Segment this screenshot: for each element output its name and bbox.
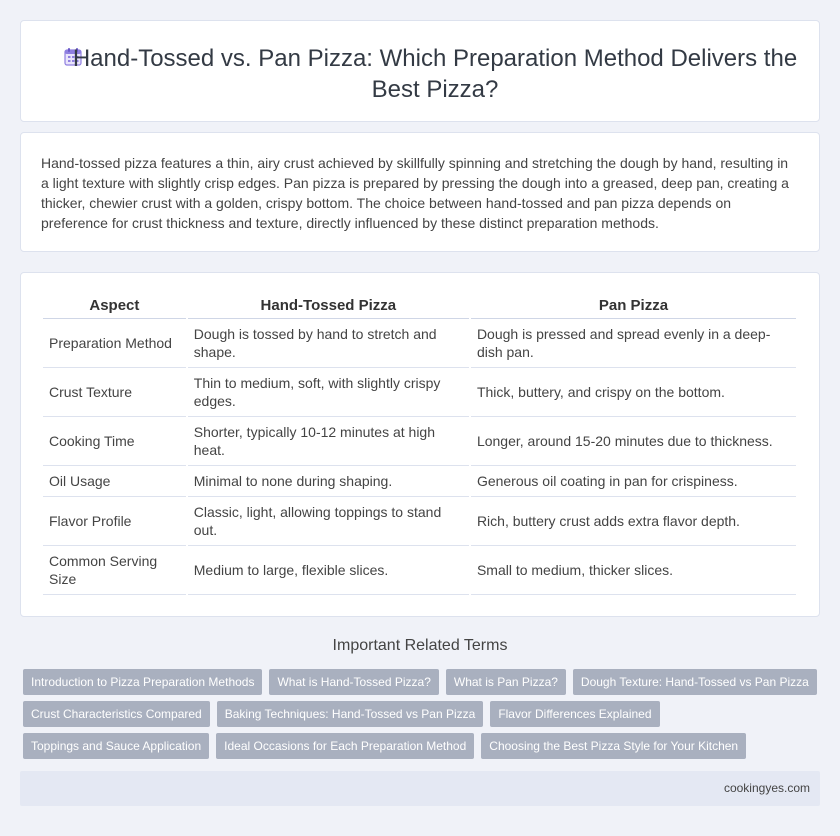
- table-cell: Minimal to none during shaping.: [188, 466, 469, 497]
- table-header-row: [43, 293, 796, 319]
- tag-row: [23, 733, 823, 759]
- comparison-table-card: [20, 272, 820, 617]
- related-term-tag[interactable]: What is Hand-Tossed Pizza?: [269, 669, 438, 695]
- comparison-table: [41, 293, 798, 595]
- table-cell: Thin to medium, soft, with slightly crispy edges.: [188, 368, 469, 417]
- tag-row: [23, 701, 823, 727]
- table-cell: Classic, light, allowing toppings to stand out.: [188, 497, 469, 546]
- table-cell: Shorter, typically 10-12 minutes at high heat.: [188, 417, 469, 466]
- column-header-hand-tossed: Hand-Tossed Pizza: [188, 293, 469, 319]
- table-cell: Medium to large, flexible slices.: [188, 546, 469, 595]
- related-term-tag[interactable]: Choosing the Best Pizza Style for Your Kitchen: [481, 733, 746, 759]
- table-cell: Crust Texture: [43, 368, 186, 417]
- table-cell: Preparation Method: [43, 319, 186, 368]
- table-cell: Flavor Profile: [43, 497, 186, 546]
- table-cell: Dough is pressed and spread evenly in a deep-dish pan.: [471, 319, 796, 368]
- related-term-tag[interactable]: Baking Techniques: Hand-Tossed vs Pan Pizza: [217, 701, 484, 727]
- table-cell: Dough is tossed by hand to stretch and shape.: [188, 319, 469, 368]
- page-title: Hand-Tossed vs. Pan Pizza: Which Preparation Method Delivers the Best Pizza?: [72, 45, 798, 103]
- table-row: [43, 368, 796, 417]
- related-term-tag[interactable]: Introduction to Pizza Preparation Methods: [23, 669, 262, 695]
- related-term-tag[interactable]: Dough Texture: Hand-Tossed vs Pan Pizza: [573, 669, 817, 695]
- table-cell: Rich, buttery crust adds extra flavor depth.: [471, 497, 796, 546]
- related-terms-tags: [23, 669, 823, 765]
- table-row: [43, 319, 796, 368]
- table-cell: Longer, around 15-20 minutes due to thickness.: [471, 417, 796, 466]
- column-header-pan: Pan Pizza: [471, 293, 796, 319]
- related-term-tag[interactable]: Toppings and Sauce Application: [23, 733, 209, 759]
- table-cell: Common Serving Size: [43, 546, 186, 595]
- header-card: [20, 20, 820, 122]
- footer: [20, 771, 820, 806]
- related-terms-heading: Important Related Terms: [332, 637, 508, 654]
- related-term-tag[interactable]: What is Pan Pizza?: [446, 669, 566, 695]
- related-term-tag[interactable]: Crust Characteristics Compared: [23, 701, 210, 727]
- intro-card: [20, 132, 820, 252]
- table-row: [43, 466, 796, 497]
- table-cell: Oil Usage: [43, 466, 186, 497]
- related-term-tag[interactable]: Flavor Differences Explained: [490, 701, 659, 727]
- table-cell: Small to medium, thicker slices.: [471, 546, 796, 595]
- tag-row: [23, 669, 823, 695]
- table-cell: Generous oil coating in pan for crispiness.: [471, 466, 796, 497]
- footer-site-name[interactable]: cookingyes.com: [723, 781, 810, 795]
- table-row: [43, 546, 796, 595]
- table-row: [43, 417, 796, 466]
- table-cell: Cooking Time: [43, 417, 186, 466]
- table-cell: Thick, buttery, and crispy on the bottom.: [471, 368, 796, 417]
- column-header-aspect: Aspect: [43, 293, 186, 319]
- related-term-tag[interactable]: Ideal Occasions for Each Preparation Method: [216, 733, 474, 759]
- table-row: [43, 497, 796, 546]
- intro-paragraph: Hand-tossed pizza features a thin, airy crust achieved by skillfully spinning and stretching the dough by hand, resulting in a light texture with slightly crisp edges. Pan pizza is prepared by pressing the dough into a greased, deep pan, creating a thicker, chewier crust with a golden, crispy bottom. The choice between hand-tossed and pan pizza depends on preference for crust thickness and texture, directly influenced by these distinct preparation methods.: [41, 155, 789, 231]
